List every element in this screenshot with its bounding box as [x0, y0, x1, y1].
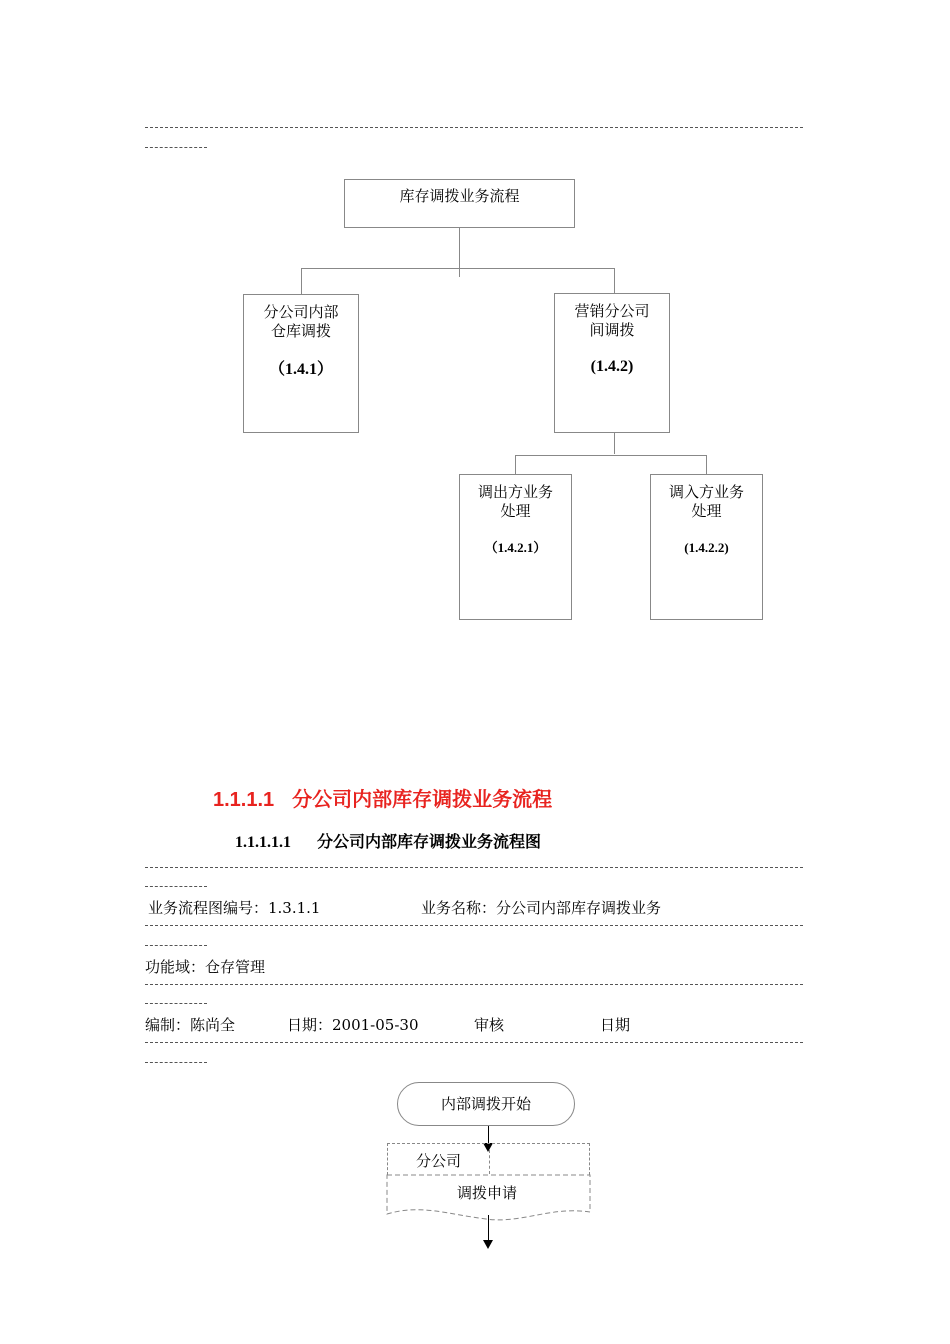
section-heading-text: 分公司内部库存调拨业务流程 [292, 789, 553, 811]
separator-line [145, 867, 803, 868]
org-child2-box [650, 474, 763, 620]
separator-line-tail [145, 147, 207, 148]
org-child1-line2: 处理 [500, 502, 531, 520]
review-text: 审核 [474, 1016, 505, 1034]
separator-line-tail [145, 1003, 207, 1004]
org-left-box [243, 294, 359, 433]
flow-number-text: 业务流程图编号：1.3.1.1 [148, 899, 321, 917]
subsection-heading [235, 829, 541, 852]
org-child1-box [459, 474, 572, 620]
section-heading [213, 783, 552, 812]
connector [488, 1215, 489, 1241]
connector [706, 455, 707, 475]
org-child1-line1: 调出方业务 [477, 483, 553, 501]
org-left-line1: 分公司内部 [263, 303, 339, 321]
org-right-code: (1.4.2) [590, 358, 634, 375]
connector [459, 227, 460, 277]
separator-line-tail [145, 886, 207, 887]
separator-line [145, 127, 803, 128]
org-child2-code: (1.4.2.2) [684, 540, 729, 555]
separator-line [145, 1042, 803, 1043]
org-root-label: 库存调拨业务流程 [399, 187, 520, 205]
org-right-box [554, 293, 670, 433]
org-child2-line2: 处理 [691, 502, 722, 520]
org-left-line2: 仓库调拨 [270, 322, 331, 340]
lane-divider [489, 1150, 490, 1174]
org-right-line1: 营销分公司 [574, 302, 650, 320]
separator-line-tail [145, 945, 207, 946]
date-text: 日期：2001-05-30 [287, 1016, 419, 1034]
author-text: 编制：陈尚全 [145, 1016, 236, 1034]
connector [301, 268, 614, 269]
org-child2-line1: 调入方业务 [668, 483, 744, 501]
function-domain-text: 功能域：仓存管理 [145, 958, 266, 976]
separator-line [145, 925, 803, 926]
flow-step-label: 调拨申请 [457, 1184, 518, 1202]
flow-start-terminal [397, 1082, 575, 1126]
org-root-box [344, 179, 575, 228]
business-name-text: 业务名称：分公司内部库存调拨业务 [421, 899, 662, 917]
org-right-line2: 间调拨 [589, 321, 635, 339]
subsection-heading-number: 1.1.1.1.1 [235, 834, 291, 851]
org-left-code: （1.4.1） [268, 361, 333, 378]
connector [515, 455, 706, 456]
connector [614, 268, 615, 294]
lane-label: 分公司 [416, 1152, 462, 1170]
connector [515, 455, 516, 475]
separator-line-tail [145, 1062, 207, 1063]
separator-line [145, 984, 803, 985]
section-heading-number: 1.1.1.1 [213, 789, 275, 811]
date2-text: 日期 [600, 1016, 631, 1034]
arrow-down-icon [483, 1240, 493, 1249]
org-child1-code: （1.4.2.1） [484, 540, 547, 555]
connector [301, 268, 302, 294]
flow-start-label: 内部调拨开始 [440, 1095, 531, 1113]
subsection-heading-text: 分公司内部库存调拨业务流程图 [317, 832, 542, 851]
